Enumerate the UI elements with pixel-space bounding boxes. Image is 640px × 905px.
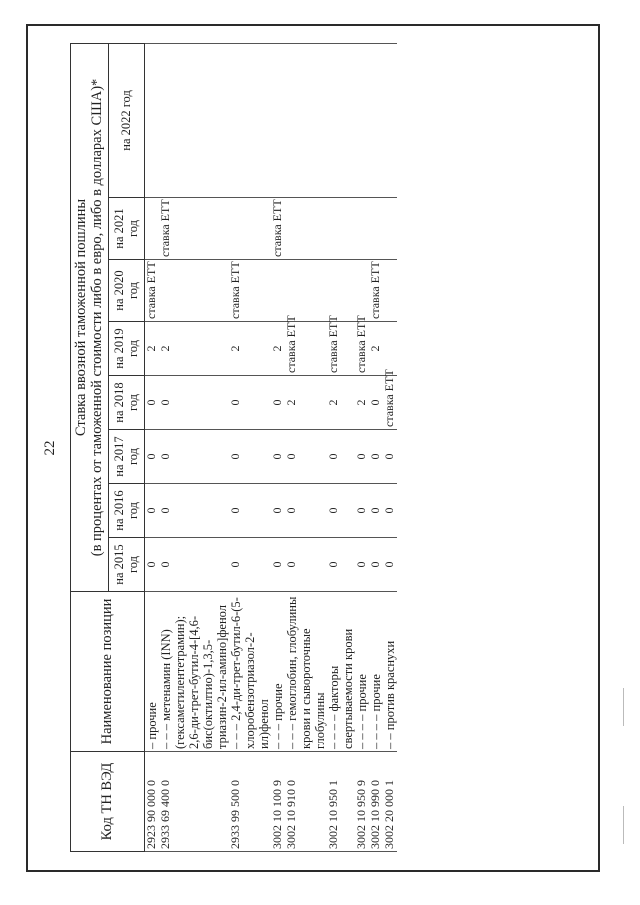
rate-value: 0 (285, 430, 327, 484)
rate-value (145, 198, 160, 260)
rate-value: 0 (271, 430, 285, 484)
row-code: 2933 69 400 0 (159, 752, 229, 852)
rate-value (271, 43, 285, 197)
margin-mark (623, 688, 632, 726)
row-code: 3002 10 100 9 (271, 752, 285, 852)
rate-value: 0 (369, 430, 383, 484)
page-number: 22 (42, 440, 58, 456)
rate-title: Ставка ввозной таможенной пошлины (73, 198, 90, 437)
rate-value (327, 43, 355, 197)
rate-value: 0 (145, 538, 160, 592)
year-header: на 2016 год (109, 484, 145, 538)
row-name: – – – гемоглобин, глобулины крови и сывороточные глобулины (285, 592, 327, 752)
table-body (145, 43, 398, 851)
row-name: – – – 2,4-ди-трет-бутил-6-(5-хлоробензотриазол-2-ил)фенол (229, 592, 271, 752)
rate-value (159, 43, 229, 197)
rate-value: 0 (159, 538, 229, 592)
rate-value: 2 (355, 376, 369, 430)
rate-value: 0 (159, 484, 229, 538)
rate-value: 0 (369, 538, 383, 592)
year-header: на 2020 год (109, 260, 145, 322)
table-row (383, 43, 397, 851)
rate-value (369, 198, 383, 260)
rate-value: 0 (229, 430, 271, 484)
rate-value: 0 (145, 376, 160, 430)
year-header: на 2017 год (109, 430, 145, 484)
rate-value: 2 (271, 322, 285, 376)
row-name: – – против краснухи (383, 592, 397, 752)
year-header: на 2018 год (109, 376, 145, 430)
rate-value: 0 (145, 484, 160, 538)
rate-value: ставка ЕТТ (285, 322, 327, 376)
rate-value: 0 (159, 376, 229, 430)
rotated-page (40, 38, 586, 858)
row-code: 3002 10 950 9 (355, 752, 369, 852)
rate-value: 0 (271, 484, 285, 538)
rate-value: 0 (327, 484, 355, 538)
rate-value: ставка ЕТТ (327, 322, 355, 376)
table-row (369, 43, 383, 851)
rate-value: 0 (355, 430, 369, 484)
rate-value (355, 43, 369, 197)
rate-value (285, 198, 327, 260)
rate-value: 2 (285, 376, 327, 430)
table-row (159, 43, 229, 851)
rate-value: 0 (383, 430, 397, 484)
rate-value (383, 43, 397, 197)
margin-mark (623, 806, 632, 844)
row-name: – – – – факторы свертываемости крови (327, 592, 355, 752)
rate-value: 2 (145, 322, 160, 376)
rate-value: 0 (145, 430, 160, 484)
year-header: на 2019 год (109, 322, 145, 376)
rate-value: 0 (285, 538, 327, 592)
table-row (229, 43, 271, 851)
rate-value: ставка ЕТТ (145, 260, 160, 322)
rate-value: 0 (271, 538, 285, 592)
rate-value: 2 (159, 322, 229, 376)
rate-value (355, 260, 369, 322)
rate-value (383, 260, 397, 322)
rate-value: ставка ЕТТ (355, 322, 369, 376)
rate-value: 0 (327, 538, 355, 592)
rate-value (229, 198, 271, 260)
rate-value: 0 (327, 430, 355, 484)
row-code: 3002 10 910 0 (285, 752, 327, 852)
header-rate-title (71, 43, 109, 591)
rate-value: 0 (229, 484, 271, 538)
rate-value (271, 260, 285, 322)
row-code: 3002 10 950 1 (327, 752, 355, 852)
rate-value: ставка ЕТТ (271, 198, 285, 260)
table-row (355, 43, 369, 851)
rate-value: 0 (271, 376, 285, 430)
header-name: Наименование позиции (71, 592, 145, 752)
rate-value (285, 43, 327, 197)
row-name: – – – прочие (271, 592, 285, 752)
rate-value: 2 (229, 322, 271, 376)
row-name: – – – – прочие (369, 592, 383, 752)
rate-value: 0 (229, 376, 271, 430)
row-name: – прочие (145, 592, 160, 752)
year-header: на 2015 год (109, 538, 145, 592)
rate-value (159, 260, 229, 322)
row-name: – – – – прочие (355, 592, 369, 752)
table-row (285, 43, 327, 851)
tariff-table (70, 43, 397, 852)
rate-value: ставка ЕТТ (159, 198, 229, 260)
rate-value (327, 260, 355, 322)
rate-value: 2 (327, 376, 355, 430)
table-row (327, 43, 355, 851)
table-row (145, 43, 160, 851)
rate-value: ставка ЕТТ (229, 260, 271, 322)
rate-value (145, 43, 160, 197)
rate-value (369, 43, 383, 197)
table-row (271, 43, 285, 851)
rate-value: 0 (159, 430, 229, 484)
rate-value (285, 260, 327, 322)
row-code: 3002 20 000 1 (383, 752, 397, 852)
rate-value: 0 (355, 538, 369, 592)
rate-value: ставка ЕТТ (383, 376, 397, 430)
row-name: – – – метенамин (INN) (гексаметилентетрамин); 2,6-ди-трет-бутил-4-[4,6-бис(октилтио)-1,3,5-триазин-2-ил-амино]фенол (159, 592, 229, 752)
year-header: на 2021 год (109, 198, 145, 260)
rate-value: 0 (369, 484, 383, 538)
row-code: 2923 90 000 0 (145, 752, 160, 852)
rate-value (383, 322, 397, 376)
rate-value: 0 (229, 538, 271, 592)
rate-value: 0 (355, 484, 369, 538)
row-code: 2933 99 500 0 (229, 752, 271, 852)
rate-value (383, 198, 397, 260)
rate-value: ставка ЕТТ (369, 260, 383, 322)
rate-value: 2 (369, 322, 383, 376)
rate-value: 0 (285, 484, 327, 538)
rate-value: 0 (369, 376, 383, 430)
header-code: Код ТН ВЭД (71, 752, 145, 852)
rate-subtitle: (в процентах от таможенной стоимости либо в евро, либо в долларах США)* (88, 78, 105, 557)
rate-value (229, 43, 271, 197)
rate-value (355, 198, 369, 260)
rate-value: 0 (383, 484, 397, 538)
row-code: 3002 10 990 0 (369, 752, 383, 852)
rate-value (327, 198, 355, 260)
rate-value: 0 (383, 538, 397, 592)
year-header: на 2022 год (109, 43, 145, 197)
